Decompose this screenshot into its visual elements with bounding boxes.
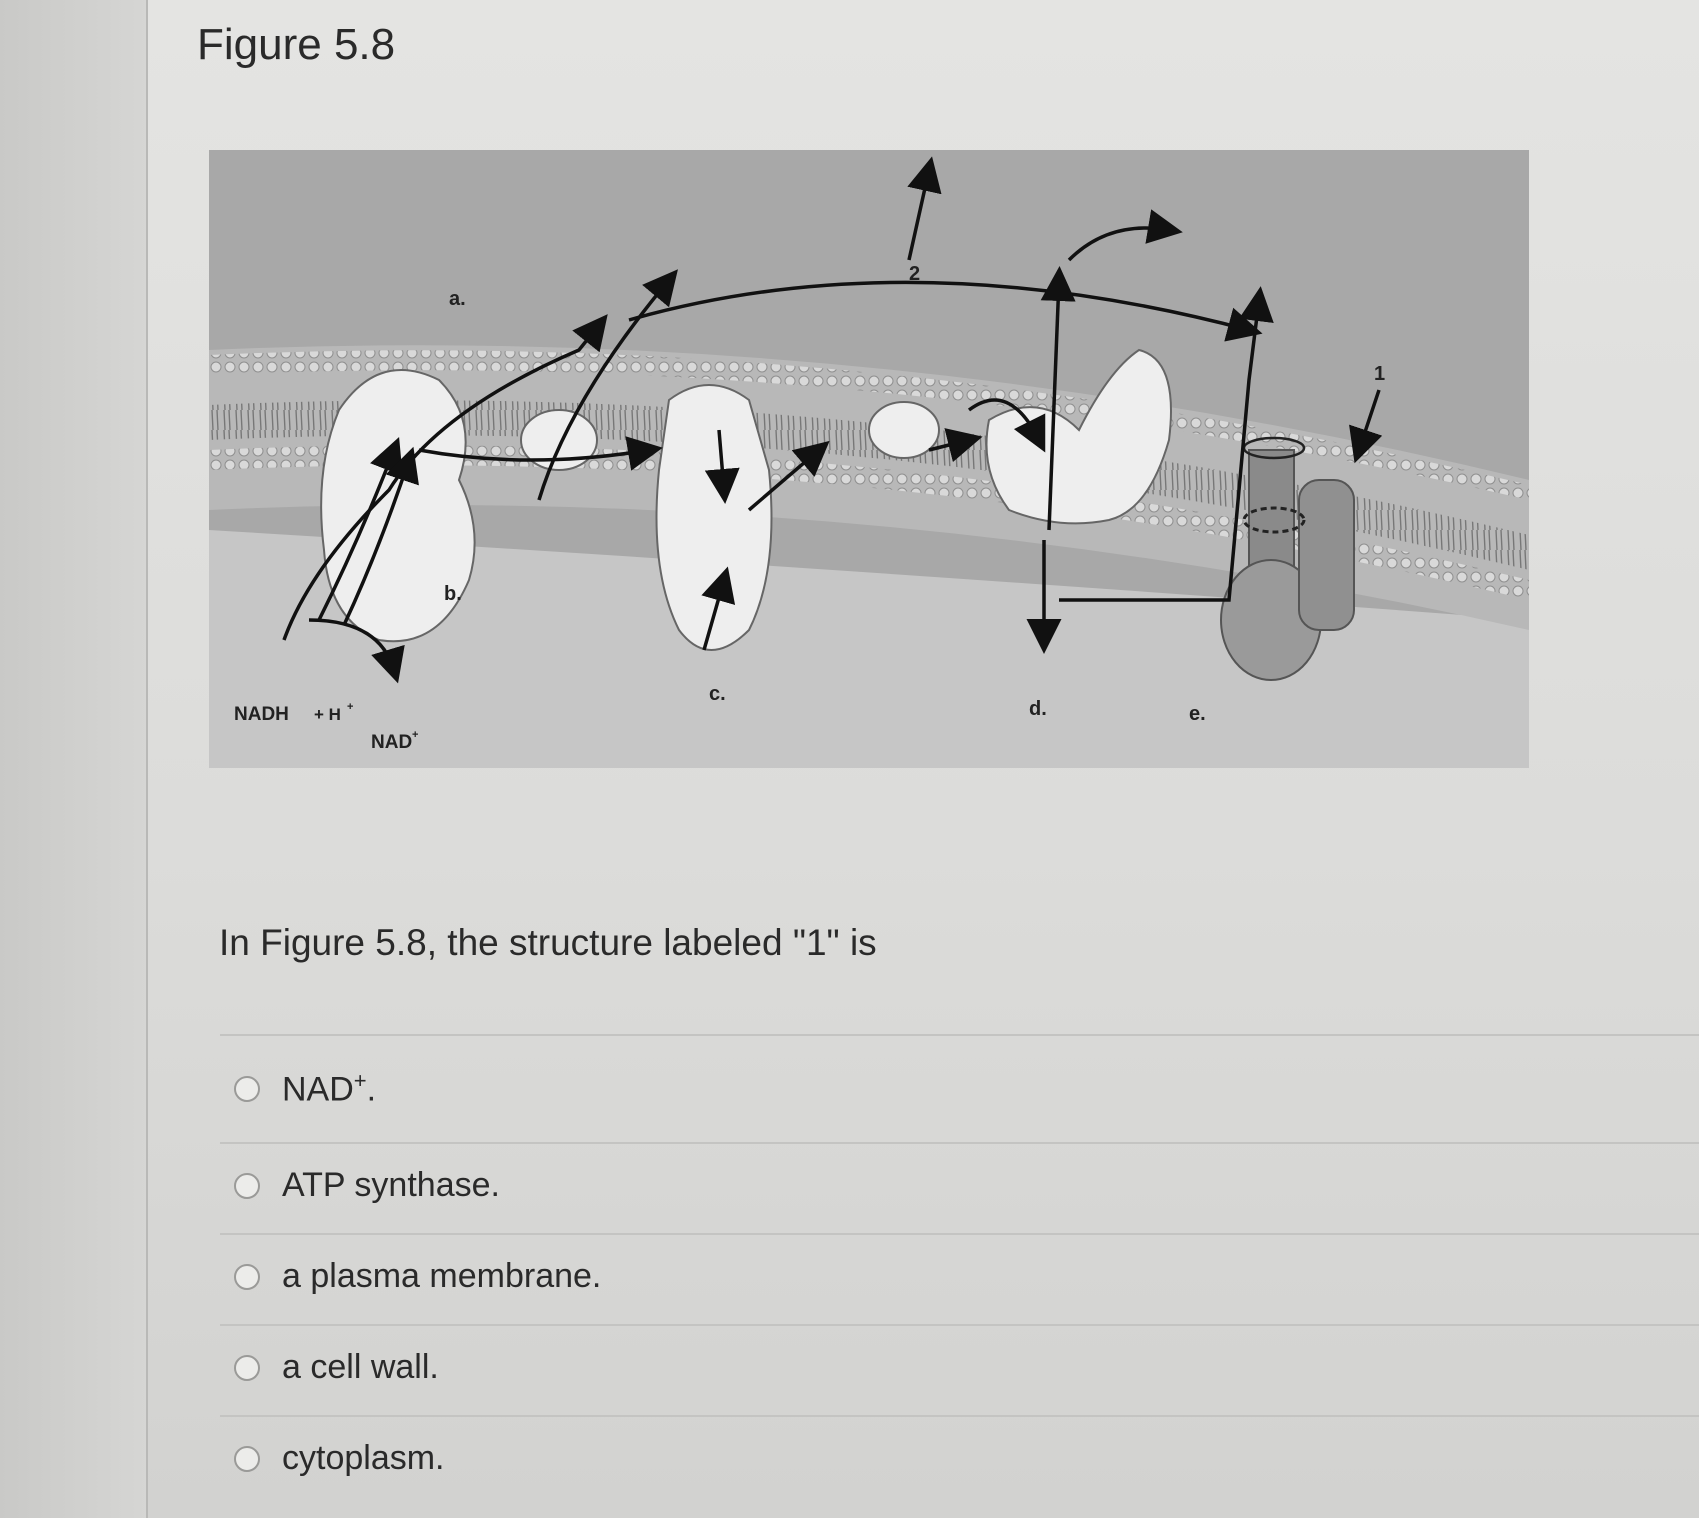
carrier-cyt bbox=[869, 402, 939, 458]
left-gutter bbox=[0, 0, 150, 1518]
label-nadh: NADH bbox=[234, 704, 289, 725]
radio-button[interactable] bbox=[234, 1446, 260, 1472]
option-label: NAD+. bbox=[282, 1068, 377, 1109]
divider bbox=[220, 1142, 1699, 1144]
radio-button[interactable] bbox=[234, 1264, 260, 1290]
label-b: b. bbox=[444, 583, 462, 605]
divider bbox=[220, 1034, 1699, 1036]
label-2: 2 bbox=[909, 263, 921, 285]
label-nad: NAD bbox=[371, 732, 413, 753]
label-c: c. bbox=[709, 683, 726, 705]
label-hplus: + H bbox=[314, 705, 341, 724]
option-plasma-membrane[interactable] bbox=[234, 1257, 601, 1296]
figure-title: Figure 5.8 bbox=[197, 20, 396, 69]
label-hplus-sup: + bbox=[347, 701, 354, 713]
divider bbox=[220, 1233, 1699, 1235]
option-atp-synthase[interactable] bbox=[234, 1166, 500, 1205]
divider bbox=[220, 1415, 1699, 1417]
question-text: In Figure 5.8, the structure labeled "1" is bbox=[219, 922, 877, 963]
option-label: ATP synthase. bbox=[282, 1166, 500, 1204]
option-label: a plasma membrane. bbox=[282, 1257, 602, 1295]
figure-image bbox=[209, 150, 1529, 768]
label-e: e. bbox=[1189, 703, 1206, 725]
label-nad-sup: + bbox=[412, 729, 419, 741]
label-1: 1 bbox=[1374, 363, 1386, 385]
option-label: cytoplasm. bbox=[282, 1439, 445, 1477]
option-cytoplasm[interactable] bbox=[234, 1439, 445, 1478]
radio-button[interactable] bbox=[234, 1173, 260, 1199]
divider bbox=[220, 1324, 1699, 1326]
radio-button[interactable] bbox=[234, 1076, 260, 1102]
option-label: a cell wall. bbox=[282, 1348, 439, 1386]
label-a: a. bbox=[449, 288, 466, 310]
radio-button[interactable] bbox=[234, 1355, 260, 1381]
option-nad[interactable] bbox=[234, 1068, 376, 1109]
label-d: d. bbox=[1029, 698, 1047, 720]
option-cell-wall[interactable] bbox=[234, 1348, 439, 1387]
electron-transport-diagram bbox=[209, 150, 1529, 768]
